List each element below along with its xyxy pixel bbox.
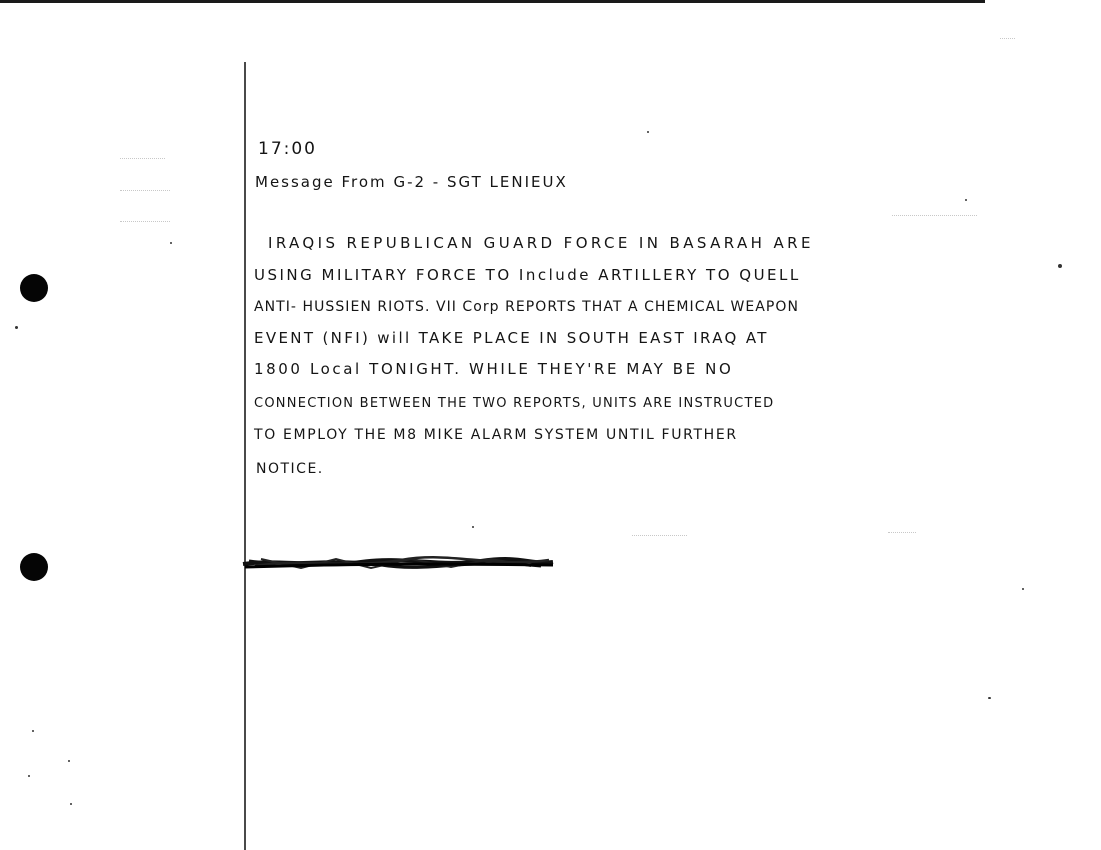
message-line: IRAQIS REPUBLICAN GUARD FORCE IN BASARAH ARE	[268, 234, 814, 252]
message-line: ANTI- HUSSIEN RIOTS. VII Corp REPORTS THAT A CHEMICAL WEAPON	[254, 299, 800, 315]
message-time: 17:00	[258, 139, 317, 159]
scan-speck	[28, 775, 30, 777]
message-header: Message From G-2 - SGT LENIEUX	[255, 173, 568, 191]
scan-noise	[1000, 38, 1015, 40]
scan-speck	[988, 697, 991, 699]
scan-speck	[1058, 264, 1062, 268]
message-line: TO EMPLOY THE M8 MIKE ALARM SYSTEM UNTIL FURTHER	[254, 427, 738, 443]
scan-edge-top	[0, 0, 985, 3]
scan-noise	[888, 532, 916, 534]
message-line: CONNECTION BETWEEN THE TWO REPORTS, UNITS ARE INSTRUCTED	[254, 396, 775, 411]
scan-speck	[32, 730, 34, 732]
scribbled-redaction	[241, 553, 555, 573]
scan-speck	[1022, 588, 1024, 590]
message-line: EVENT (NFI) will TAKE PLACE IN SOUTH EAST IRAQ AT	[254, 329, 769, 347]
scan-noise	[120, 221, 170, 223]
punch-hole-bottom	[20, 553, 48, 581]
scan-speck	[965, 199, 967, 201]
scan-noise	[120, 190, 170, 192]
message-line: USING MILITARY FORCE TO Include ARTILLERY TO QUELL	[254, 266, 801, 284]
scan-speck	[70, 803, 72, 805]
scan-noise	[120, 158, 165, 160]
scan-speck	[170, 242, 172, 244]
scan-speck	[472, 526, 474, 528]
scan-speck	[68, 760, 70, 762]
punch-hole-top	[20, 274, 48, 302]
scan-speck	[647, 131, 649, 133]
scan-speck	[15, 326, 18, 329]
margin-line	[244, 62, 246, 850]
message-line: NOTICE.	[256, 461, 324, 477]
scan-noise	[632, 535, 687, 537]
message-line: 1800 Local TONIGHT. WHILE THEY'RE MAY BE NO	[254, 360, 734, 378]
scan-noise	[892, 215, 977, 217]
